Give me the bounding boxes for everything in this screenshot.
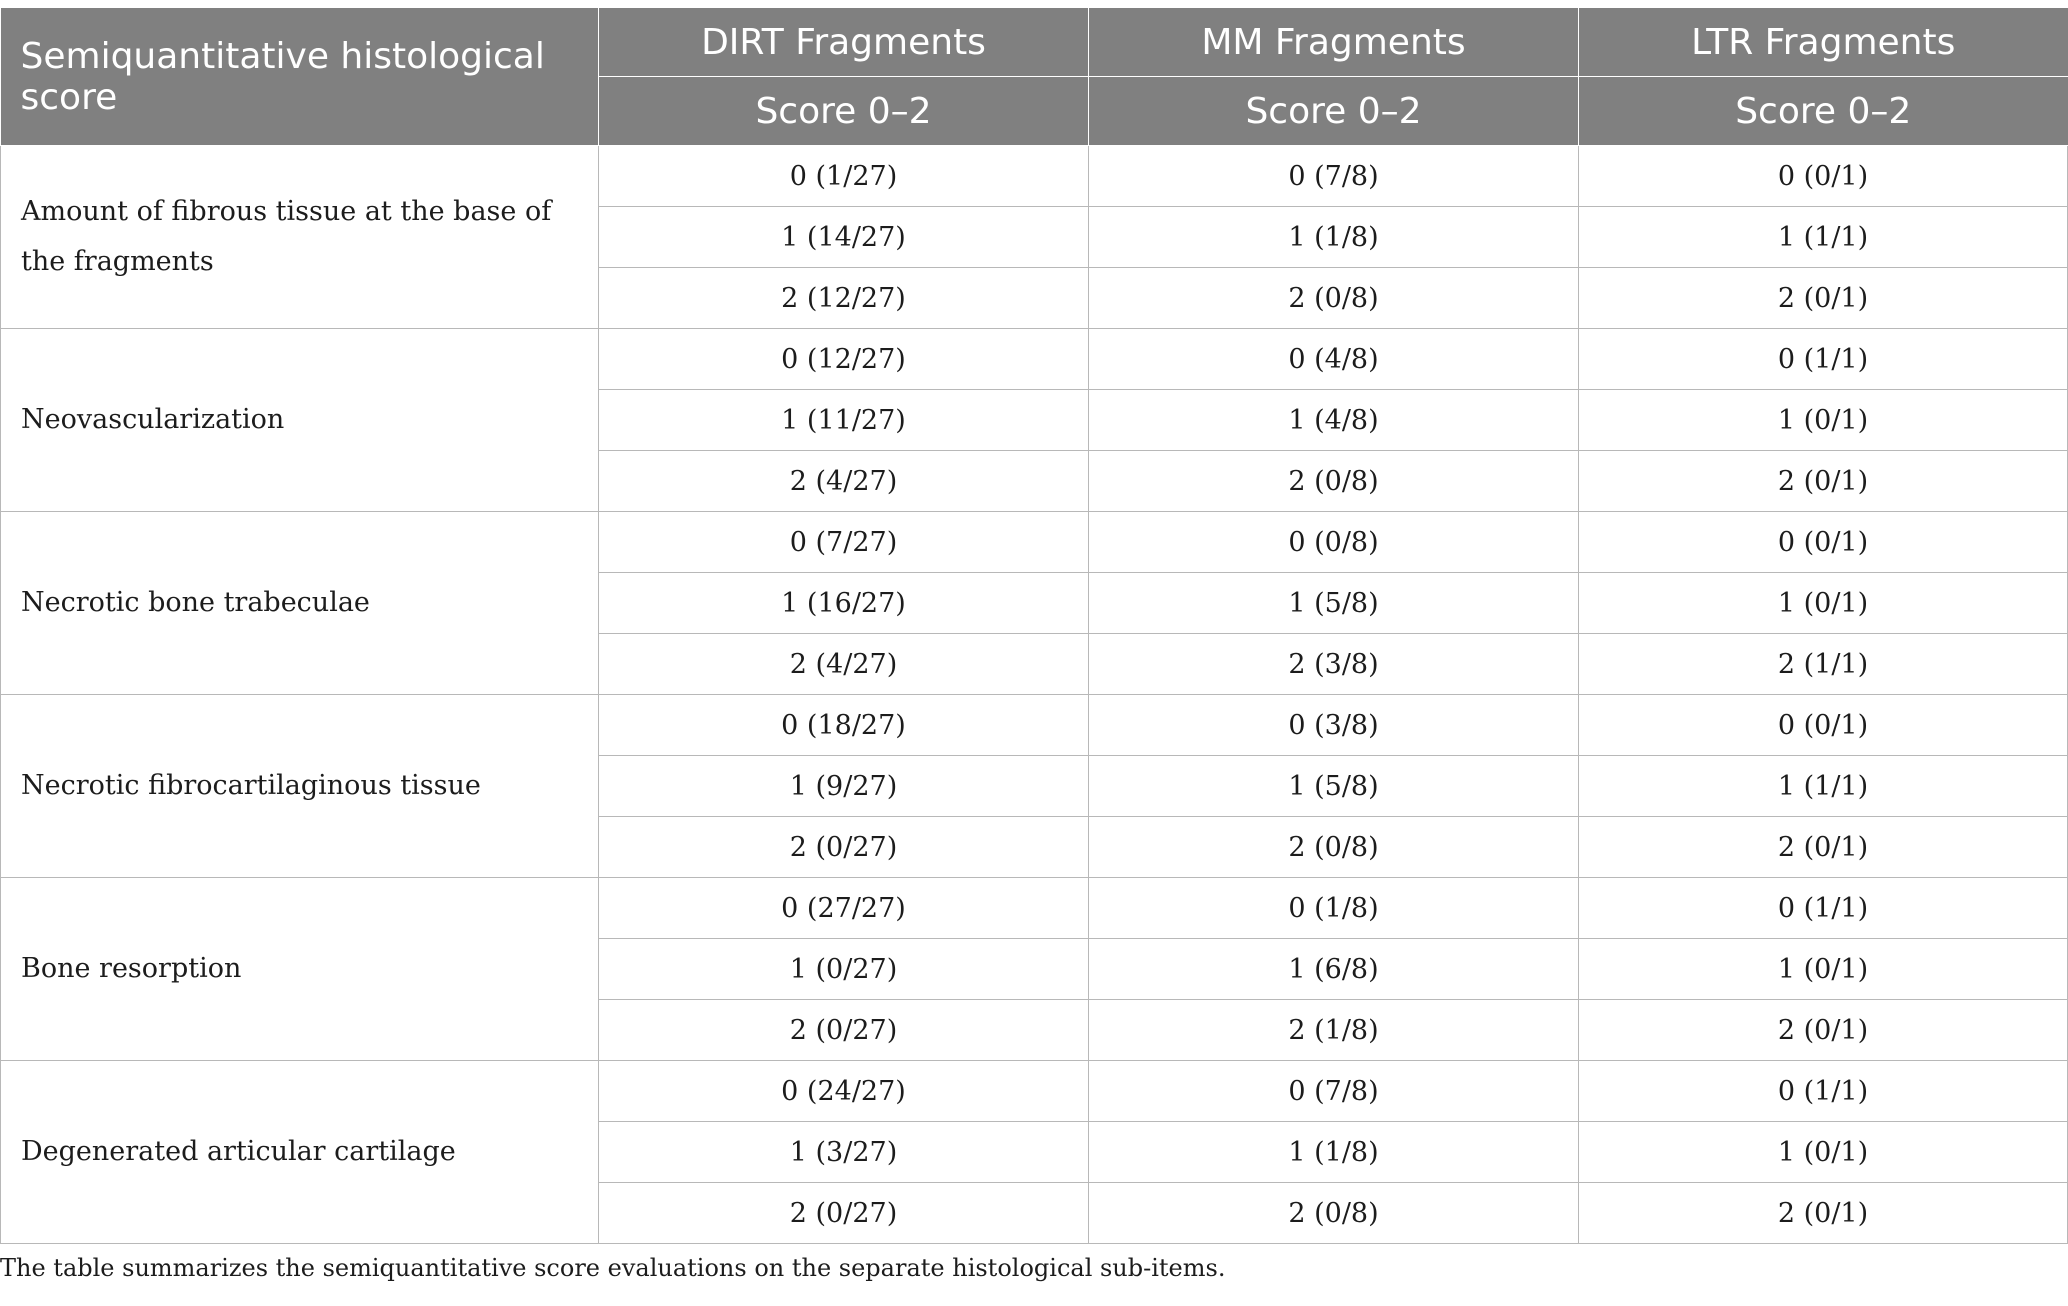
score-cell-dirt: 2 (0/27)	[599, 1000, 1089, 1061]
score-cell-mm: 0 (1/8)	[1089, 878, 1579, 939]
row-header-cell: Semiquantitative histological score	[1, 8, 599, 146]
score-cell-ltr: 2 (1/1)	[1579, 634, 2068, 695]
score-cell-ltr: 2 (0/1)	[1579, 817, 2068, 878]
score-cell-mm: 2 (0/8)	[1089, 268, 1579, 329]
score-cell-dirt: 1 (16/27)	[599, 573, 1089, 634]
column-header-dirt: DIRT Fragments	[599, 8, 1089, 77]
table-row	[1, 1061, 2068, 1122]
score-cell-dirt: 0 (7/27)	[599, 512, 1089, 573]
header-row-groups	[1, 8, 2068, 77]
score-cell-dirt: 0 (27/27)	[599, 878, 1089, 939]
table-header	[1, 8, 2068, 146]
score-cell-ltr: 1 (1/1)	[1579, 756, 2068, 817]
score-cell-mm: 0 (7/8)	[1089, 146, 1579, 207]
score-cell-dirt: 1 (0/27)	[599, 939, 1089, 1000]
score-cell-dirt: 1 (9/27)	[599, 756, 1089, 817]
score-cell-ltr: 2 (0/1)	[1579, 268, 2068, 329]
table-caption: The table summarizes the semiquantitative score evaluations on the separate histological sub-items.	[0, 1254, 1226, 1282]
category-cell: Bone resorption	[1, 878, 599, 1061]
score-cell-dirt: 1 (3/27)	[599, 1122, 1089, 1183]
category-cell: Degenerated articular cartilage	[1, 1061, 599, 1244]
score-cell-ltr: 1 (0/1)	[1579, 939, 2068, 1000]
score-cell-mm: 2 (0/8)	[1089, 1183, 1579, 1244]
score-cell-mm: 1 (6/8)	[1089, 939, 1579, 1000]
subheader-dirt-score-range: Score 0–2	[599, 77, 1089, 146]
score-cell-mm: 0 (4/8)	[1089, 329, 1579, 390]
table-row	[1, 329, 2068, 390]
score-cell-ltr: 1 (0/1)	[1579, 1122, 2068, 1183]
score-cell-dirt: 2 (0/27)	[599, 817, 1089, 878]
histological-score-table	[0, 8, 2068, 1244]
table-row	[1, 878, 2068, 939]
subheader-mm-score-range: Score 0–2	[1089, 77, 1579, 146]
score-cell-ltr: 1 (0/1)	[1579, 390, 2068, 451]
score-cell-mm: 0 (0/8)	[1089, 512, 1579, 573]
score-cell-mm: 2 (1/8)	[1089, 1000, 1579, 1061]
score-cell-ltr: 2 (0/1)	[1579, 1183, 2068, 1244]
score-cell-mm: 2 (0/8)	[1089, 817, 1579, 878]
score-cell-dirt: 0 (18/27)	[599, 695, 1089, 756]
score-cell-ltr: 0 (0/1)	[1579, 512, 2068, 573]
category-cell: Neovascularization	[1, 329, 599, 512]
category-cell: Necrotic bone trabeculae	[1, 512, 599, 695]
score-cell-dirt: 2 (0/27)	[599, 1183, 1089, 1244]
score-cell-mm: 1 (1/8)	[1089, 1122, 1579, 1183]
subheader-ltr-score-range: Score 0–2	[1579, 77, 2068, 146]
score-cell-mm: 1 (1/8)	[1089, 207, 1579, 268]
score-cell-dirt: 0 (12/27)	[599, 329, 1089, 390]
score-cell-mm: 2 (3/8)	[1089, 634, 1579, 695]
column-header-mm: MM Fragments	[1089, 8, 1579, 77]
score-cell-dirt: 1 (11/27)	[599, 390, 1089, 451]
score-cell-ltr: 1 (1/1)	[1579, 207, 2068, 268]
score-cell-ltr: 0 (0/1)	[1579, 695, 2068, 756]
score-cell-mm: 1 (4/8)	[1089, 390, 1579, 451]
table-body	[1, 146, 2068, 1244]
score-cell-dirt: 0 (1/27)	[599, 146, 1089, 207]
table-row	[1, 512, 2068, 573]
score-cell-mm: 1 (5/8)	[1089, 573, 1579, 634]
score-cell-ltr: 2 (0/1)	[1579, 451, 2068, 512]
score-cell-ltr: 0 (0/1)	[1579, 146, 2068, 207]
score-cell-ltr: 0 (1/1)	[1579, 1061, 2068, 1122]
score-cell-mm: 0 (7/8)	[1089, 1061, 1579, 1122]
score-cell-ltr: 0 (1/1)	[1579, 878, 2068, 939]
category-cell: Amount of fibrous tissue at the base of the fragments	[1, 146, 599, 329]
score-cell-mm: 0 (3/8)	[1089, 695, 1579, 756]
score-cell-mm: 2 (0/8)	[1089, 451, 1579, 512]
score-cell-dirt: 2 (4/27)	[599, 451, 1089, 512]
score-cell-dirt: 2 (4/27)	[599, 634, 1089, 695]
category-cell: Necrotic fibrocartilaginous tissue	[1, 695, 599, 878]
table-row	[1, 146, 2068, 207]
score-cell-mm: 1 (5/8)	[1089, 756, 1579, 817]
score-cell-dirt: 1 (14/27)	[599, 207, 1089, 268]
score-cell-dirt: 2 (12/27)	[599, 268, 1089, 329]
column-header-ltr: LTR Fragments	[1579, 8, 2068, 77]
table-row	[1, 695, 2068, 756]
document	[0, 8, 2068, 1282]
score-cell-ltr: 0 (1/1)	[1579, 329, 2068, 390]
score-cell-ltr: 2 (0/1)	[1579, 1000, 2068, 1061]
score-cell-dirt: 0 (24/27)	[599, 1061, 1089, 1122]
score-cell-ltr: 1 (0/1)	[1579, 573, 2068, 634]
